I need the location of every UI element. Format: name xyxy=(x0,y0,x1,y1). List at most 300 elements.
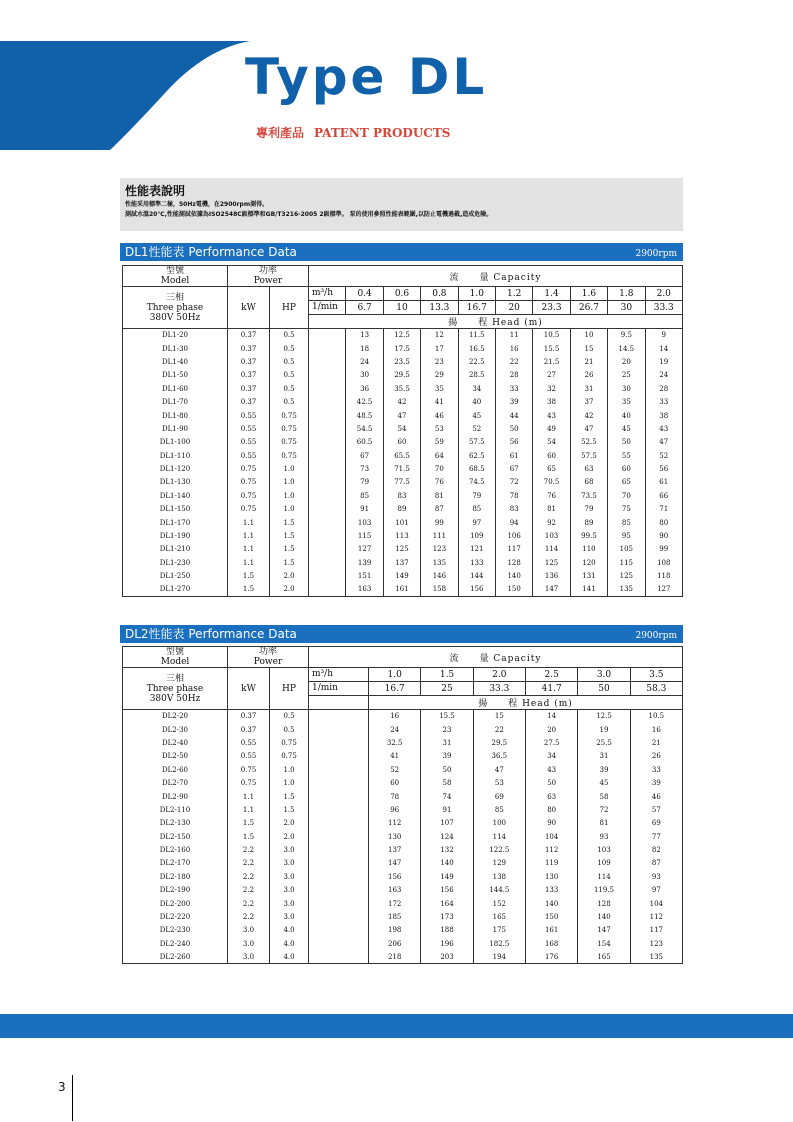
spacer-cell xyxy=(309,369,346,382)
head-value-cell: 47 xyxy=(383,409,420,422)
head-value-cell: 23 xyxy=(421,723,473,736)
head-value-cell: 70.5 xyxy=(533,476,570,489)
head-value-cell: 150 xyxy=(495,583,532,596)
capacity-header: 流 量 Capacity xyxy=(309,647,683,668)
head-value-cell: 74 xyxy=(421,790,473,803)
flow-lmin-value: 20 xyxy=(495,301,532,315)
head-value-cell: 85 xyxy=(473,803,525,816)
table-row xyxy=(123,723,683,736)
phase-header-cell xyxy=(123,287,228,329)
table-row xyxy=(123,476,683,489)
model-cell: DL1-140 xyxy=(123,489,228,502)
head-value-cell: 77.5 xyxy=(383,476,420,489)
head-value-cell: 28.5 xyxy=(458,369,495,382)
spacer-cell xyxy=(309,763,369,776)
hp-cell: 1.0 xyxy=(270,462,309,475)
kw-header: kW xyxy=(228,668,270,710)
head-value-cell: 146 xyxy=(421,570,458,583)
hp-cell: 0.75 xyxy=(270,449,309,462)
model-cell: DL1-50 xyxy=(123,369,228,382)
kw-cell: 1.5 xyxy=(228,583,270,596)
head-value-cell: 40 xyxy=(458,395,495,408)
head-value-cell: 112 xyxy=(630,910,682,923)
head-value-cell: 11.5 xyxy=(458,329,495,342)
head-value-cell: 161 xyxy=(526,924,578,937)
head-value-cell: 13 xyxy=(346,329,383,342)
head-value-cell: 110 xyxy=(570,543,607,556)
head-value-cell: 90 xyxy=(526,817,578,830)
table-row xyxy=(123,776,683,789)
hp-cell: 0.75 xyxy=(270,436,309,449)
table-row xyxy=(123,763,683,776)
head-value-cell: 50 xyxy=(526,776,578,789)
model-cell: DL1-170 xyxy=(123,516,228,529)
model-cell: DL2-40 xyxy=(123,736,228,749)
unit-m3h-label: m³/h xyxy=(309,287,346,301)
head-value-cell: 19 xyxy=(645,355,682,368)
head-value-cell: 39 xyxy=(578,763,630,776)
head-value-cell: 107 xyxy=(421,817,473,830)
hp-cell: 0.5 xyxy=(270,355,309,368)
flow-lmin-value: 6.7 xyxy=(346,301,383,315)
table-row xyxy=(123,910,683,923)
flow-lmin-value: 10 xyxy=(383,301,420,315)
head-value-cell: 188 xyxy=(421,924,473,937)
head-value-cell: 15 xyxy=(570,342,607,355)
table-row xyxy=(123,736,683,749)
kw-cell: 0.37 xyxy=(228,710,270,723)
kw-header: kW xyxy=(228,287,270,329)
hp-cell: 1.5 xyxy=(270,516,309,529)
table-row xyxy=(123,409,683,422)
head-value-cell: 127 xyxy=(645,583,682,596)
head-value-cell: 104 xyxy=(526,830,578,843)
notes-line-2: 測試水溫20℃,性能測試依據為ISO2548C級標準和GB/T3216-2005 2級標準。 泵的使用參照性能表範圍,以防止電機過載,造成危險。 xyxy=(125,211,493,218)
head-value-cell: 101 xyxy=(383,516,420,529)
flow-m3h-value: 0.6 xyxy=(383,287,420,301)
head-value-cell: 52 xyxy=(369,763,421,776)
head-value-cell: 60 xyxy=(383,436,420,449)
head-value-cell: 119.5 xyxy=(578,884,630,897)
model-cell: DL1-60 xyxy=(123,382,228,395)
head-value-cell: 38 xyxy=(645,409,682,422)
unit-lmin-label: 1/min xyxy=(309,682,369,696)
flow-m3h-value: 2.5 xyxy=(526,668,578,682)
head-value-cell: 129 xyxy=(473,857,525,870)
model-cell: DL2-190 xyxy=(123,884,228,897)
head-value-cell: 127 xyxy=(346,543,383,556)
head-value-cell: 39 xyxy=(630,776,682,789)
head-value-cell: 93 xyxy=(578,830,630,843)
head-value-cell: 132 xyxy=(421,843,473,856)
head-value-cell: 140 xyxy=(495,570,532,583)
head-value-cell: 106 xyxy=(495,529,532,542)
head-value-cell: 10.5 xyxy=(630,710,682,723)
kw-cell: 1.5 xyxy=(228,817,270,830)
kw-cell: 0.37 xyxy=(228,395,270,408)
flow-m3h-value: 1.0 xyxy=(458,287,495,301)
head-value-cell: 12 xyxy=(421,329,458,342)
model-cell: DL2-150 xyxy=(123,830,228,843)
phase-label-cn: 三相 xyxy=(165,673,184,684)
head-value-cell: 138 xyxy=(473,870,525,883)
head-value-cell: 125 xyxy=(608,570,645,583)
kw-cell: 3.0 xyxy=(228,937,270,950)
head-header: 揚 程 Head (m) xyxy=(309,315,683,329)
head-value-cell: 22 xyxy=(495,355,532,368)
spacer-cell xyxy=(309,342,346,355)
head-value-cell: 206 xyxy=(369,937,421,950)
spacer-cell xyxy=(309,556,346,569)
head-value-cell: 61 xyxy=(495,449,532,462)
head-value-cell: 147 xyxy=(533,583,570,596)
kw-cell: 1.1 xyxy=(228,803,270,816)
head-value-cell: 60 xyxy=(533,449,570,462)
model-cell: DL2-70 xyxy=(123,776,228,789)
head-value-cell: 112 xyxy=(526,843,578,856)
model-cell: DL1-210 xyxy=(123,543,228,556)
kw-cell: 0.55 xyxy=(228,449,270,462)
model-cell: DL2-30 xyxy=(123,723,228,736)
head-value-cell: 35 xyxy=(608,395,645,408)
table-row xyxy=(123,750,683,763)
head-value-cell: 20 xyxy=(526,723,578,736)
head-value-cell: 11 xyxy=(495,329,532,342)
head-value-cell: 54 xyxy=(533,436,570,449)
table-row xyxy=(123,382,683,395)
head-value-cell: 64 xyxy=(421,449,458,462)
head-value-cell: 147 xyxy=(578,924,630,937)
head-value-cell: 56 xyxy=(495,436,532,449)
head-value-cell: 196 xyxy=(421,937,473,950)
model-cell: DL2-160 xyxy=(123,843,228,856)
spacer-cell xyxy=(309,355,346,368)
head-value-cell: 168 xyxy=(526,937,578,950)
page-number: 3 xyxy=(58,1080,66,1094)
head-value-cell: 135 xyxy=(421,556,458,569)
kw-cell: 0.75 xyxy=(228,462,270,475)
spacer-cell xyxy=(309,803,369,816)
kw-cell: 0.75 xyxy=(228,476,270,489)
model-cell: DL2-20 xyxy=(123,710,228,723)
head-value-cell: 27 xyxy=(533,369,570,382)
unit-lmin-label: 1/min xyxy=(309,301,346,315)
dl1-section-title: DL1性能表 Performance Data xyxy=(125,245,297,259)
head-value-cell: 16 xyxy=(495,342,532,355)
page-title: Type DL xyxy=(245,48,488,106)
head-value-cell: 94 xyxy=(495,516,532,529)
dl2-section-title: DL2性能表 Performance Data xyxy=(125,627,297,641)
head-value-cell: 24 xyxy=(369,723,421,736)
hp-cell: 2.0 xyxy=(270,583,309,596)
head-value-cell: 122.5 xyxy=(473,843,525,856)
head-value-cell: 109 xyxy=(578,857,630,870)
flow-m3h-value: 0.8 xyxy=(421,287,458,301)
kw-cell: 2.2 xyxy=(228,857,270,870)
kw-cell: 0.37 xyxy=(228,369,270,382)
head-value-cell: 120 xyxy=(570,556,607,569)
table-row xyxy=(123,503,683,516)
page-subtitle xyxy=(256,124,450,141)
flow-lmin-value: 50 xyxy=(578,682,630,696)
power-header-cell xyxy=(228,647,309,668)
head-value-cell: 100 xyxy=(473,817,525,830)
spacer-cell xyxy=(309,329,346,342)
head-value-cell: 161 xyxy=(383,583,420,596)
head-value-cell: 9.5 xyxy=(608,329,645,342)
head-value-cell: 140 xyxy=(578,910,630,923)
table-row xyxy=(123,449,683,462)
kw-cell: 2.2 xyxy=(228,897,270,910)
kw-cell: 1.1 xyxy=(228,556,270,569)
hp-cell: 2.0 xyxy=(270,570,309,583)
power-label-en: Power xyxy=(253,657,283,667)
head-value-cell: 73 xyxy=(346,462,383,475)
flow-m3h-value: 0.4 xyxy=(346,287,383,301)
head-value-cell: 121 xyxy=(458,543,495,556)
kw-cell: 1.1 xyxy=(228,529,270,542)
head-value-cell: 52.5 xyxy=(570,436,607,449)
head-value-cell: 218 xyxy=(369,951,421,964)
head-value-cell: 21 xyxy=(630,736,682,749)
model-cell: DL1-20 xyxy=(123,329,228,342)
head-value-cell: 45 xyxy=(608,422,645,435)
spacer-cell xyxy=(309,897,369,910)
kw-cell: 1.1 xyxy=(228,790,270,803)
head-value-cell: 149 xyxy=(421,870,473,883)
table-row xyxy=(123,843,683,856)
dl1-header-row-2 xyxy=(123,287,683,301)
spacer-cell xyxy=(309,817,369,830)
head-value-cell: 119 xyxy=(526,857,578,870)
hp-cell: 1.5 xyxy=(270,790,309,803)
head-value-cell: 89 xyxy=(383,503,420,516)
kw-cell: 0.75 xyxy=(228,763,270,776)
head-value-cell: 18 xyxy=(346,342,383,355)
table-row xyxy=(123,790,683,803)
head-value-cell: 39 xyxy=(421,750,473,763)
notes-line-1: 性能采用標準二極，50Hz電機，在2900rpm測得。 xyxy=(125,201,269,208)
spacer-cell xyxy=(309,476,346,489)
head-value-cell: 125 xyxy=(533,556,570,569)
subtitle-english: PATENT PRODUCTS xyxy=(314,126,451,140)
phase-label-cn: 三相 xyxy=(165,292,184,303)
kw-cell: 3.0 xyxy=(228,924,270,937)
head-value-cell: 108 xyxy=(645,556,682,569)
head-value-cell: 81 xyxy=(421,489,458,502)
head-value-cell: 128 xyxy=(578,897,630,910)
head-value-cell: 49 xyxy=(533,422,570,435)
flow-m3h-value: 1.2 xyxy=(495,287,532,301)
head-value-cell: 31 xyxy=(570,382,607,395)
flow-m3h-value: 1.0 xyxy=(369,668,421,682)
head-value-cell: 144.5 xyxy=(473,884,525,897)
head-value-cell: 117 xyxy=(630,924,682,937)
spacer-cell xyxy=(309,382,346,395)
head-value-cell: 69 xyxy=(630,817,682,830)
head-value-cell: 79 xyxy=(458,489,495,502)
head-value-cell: 81 xyxy=(533,503,570,516)
flow-lmin-value: 33.3 xyxy=(473,682,525,696)
head-value-cell: 135 xyxy=(630,951,682,964)
phase-label-en: Three phase xyxy=(146,683,204,694)
head-value-cell: 71.5 xyxy=(383,462,420,475)
head-value-cell: 99 xyxy=(421,516,458,529)
head-value-cell: 67 xyxy=(346,449,383,462)
head-value-cell: 79 xyxy=(570,503,607,516)
model-label-cn: 型號 xyxy=(165,647,184,657)
spacer-cell xyxy=(309,736,369,749)
flow-m3h-value: 2.0 xyxy=(645,287,682,301)
power-label-en: Power xyxy=(253,276,283,286)
head-value-cell: 76 xyxy=(421,476,458,489)
flow-m3h-value: 2.0 xyxy=(473,668,525,682)
head-value-cell: 85 xyxy=(458,503,495,516)
dl1-section-bar xyxy=(120,243,683,261)
head-value-cell: 203 xyxy=(421,951,473,964)
head-value-cell: 97 xyxy=(458,516,495,529)
spacer-cell xyxy=(309,529,346,542)
head-value-cell: 63 xyxy=(526,790,578,803)
spacer-cell xyxy=(309,924,369,937)
head-value-cell: 53 xyxy=(421,422,458,435)
model-cell: DL2-230 xyxy=(123,924,228,937)
head-value-cell: 22.5 xyxy=(458,355,495,368)
hp-header: HP xyxy=(270,668,309,710)
flow-lmin-value: 16.7 xyxy=(369,682,421,696)
head-value-cell: 12.5 xyxy=(383,329,420,342)
head-value-cell: 112 xyxy=(369,817,421,830)
head-value-cell: 133 xyxy=(458,556,495,569)
head-value-cell: 15 xyxy=(473,710,525,723)
phase-label-en: Three phase xyxy=(146,302,204,313)
table-row xyxy=(123,529,683,542)
head-value-cell: 87 xyxy=(630,857,682,870)
spacer-cell xyxy=(309,489,346,502)
head-value-cell: 61 xyxy=(645,476,682,489)
table-row xyxy=(123,355,683,368)
flow-m3h-value: 1.5 xyxy=(421,668,473,682)
head-value-cell: 50 xyxy=(495,422,532,435)
head-value-cell: 47 xyxy=(570,422,607,435)
head-value-cell: 37 xyxy=(570,395,607,408)
head-value-cell: 72 xyxy=(495,476,532,489)
head-value-cell: 40 xyxy=(608,409,645,422)
head-value-cell: 14 xyxy=(645,342,682,355)
hp-cell: 2.0 xyxy=(270,817,309,830)
head-value-cell: 34 xyxy=(458,382,495,395)
head-value-cell: 28 xyxy=(645,382,682,395)
hp-cell: 1.0 xyxy=(270,489,309,502)
head-value-cell: 182.5 xyxy=(473,937,525,950)
head-value-cell: 19 xyxy=(578,723,630,736)
kw-cell: 0.37 xyxy=(228,723,270,736)
model-cell: DL2-200 xyxy=(123,897,228,910)
head-value-cell: 70 xyxy=(421,462,458,475)
head-value-cell: 53 xyxy=(473,776,525,789)
head-value-cell: 117 xyxy=(495,543,532,556)
model-cell: DL1-270 xyxy=(123,583,228,596)
head-value-cell: 33 xyxy=(495,382,532,395)
flow-lmin-value: 58.3 xyxy=(630,682,682,696)
head-value-cell: 41 xyxy=(421,395,458,408)
spacer-cell xyxy=(309,570,346,583)
kw-cell: 0.55 xyxy=(228,750,270,763)
capacity-header: 流 量 Capacity xyxy=(309,266,683,287)
head-value-cell: 57 xyxy=(630,803,682,816)
head-value-cell: 83 xyxy=(383,489,420,502)
head-value-cell: 185 xyxy=(369,910,421,923)
flow-lmin-value: 23.3 xyxy=(533,301,570,315)
model-cell: DL2-260 xyxy=(123,951,228,964)
head-value-cell: 74.5 xyxy=(458,476,495,489)
table-row xyxy=(123,937,683,950)
head-value-cell: 90 xyxy=(645,529,682,542)
head-value-cell: 137 xyxy=(383,556,420,569)
kw-cell: 0.37 xyxy=(228,355,270,368)
head-value-cell: 27.5 xyxy=(526,736,578,749)
table-row xyxy=(123,543,683,556)
head-value-cell: 89 xyxy=(570,516,607,529)
head-value-cell: 144 xyxy=(458,570,495,583)
head-value-cell: 78 xyxy=(495,489,532,502)
head-value-cell: 42 xyxy=(383,395,420,408)
spacer-cell xyxy=(309,723,369,736)
head-value-cell: 22 xyxy=(473,723,525,736)
head-value-cell: 85 xyxy=(608,516,645,529)
head-value-cell: 79 xyxy=(346,476,383,489)
hp-cell: 1.5 xyxy=(270,543,309,556)
hp-cell: 3.0 xyxy=(270,857,309,870)
head-value-cell: 29.5 xyxy=(473,736,525,749)
spacer-cell xyxy=(309,395,346,408)
head-value-cell: 16 xyxy=(630,723,682,736)
head-value-cell: 103 xyxy=(578,843,630,856)
hp-cell: 1.5 xyxy=(270,803,309,816)
head-value-cell: 83 xyxy=(495,503,532,516)
flow-m3h-value: 1.6 xyxy=(570,287,607,301)
notes-title: 性能表說明 xyxy=(125,184,186,198)
page-number-rule xyxy=(72,1075,73,1121)
head-value-cell: 43 xyxy=(526,763,578,776)
hp-cell: 3.0 xyxy=(270,870,309,883)
kw-cell: 0.55 xyxy=(228,409,270,422)
head-value-cell: 16 xyxy=(369,710,421,723)
spacer-cell xyxy=(309,750,369,763)
head-value-cell: 151 xyxy=(346,570,383,583)
head-value-cell: 115 xyxy=(346,529,383,542)
head-value-cell: 48.5 xyxy=(346,409,383,422)
head-value-cell: 73.5 xyxy=(570,489,607,502)
spacer-cell xyxy=(309,503,346,516)
head-value-cell: 156 xyxy=(421,884,473,897)
head-value-cell: 29 xyxy=(421,369,458,382)
head-value-cell: 175 xyxy=(473,924,525,937)
head-value-cell: 131 xyxy=(570,570,607,583)
table-row xyxy=(123,884,683,897)
head-value-cell: 33 xyxy=(630,763,682,776)
head-value-cell: 31 xyxy=(421,736,473,749)
head-value-cell: 21 xyxy=(570,355,607,368)
dl1-header-row-1 xyxy=(123,266,683,287)
model-cell: DL1-150 xyxy=(123,503,228,516)
kw-cell: 2.2 xyxy=(228,884,270,897)
head-value-cell: 45 xyxy=(578,776,630,789)
head-spacer-cell xyxy=(309,696,369,710)
head-value-cell: 55 xyxy=(608,449,645,462)
head-value-cell: 65.5 xyxy=(383,449,420,462)
table-row xyxy=(123,817,683,830)
